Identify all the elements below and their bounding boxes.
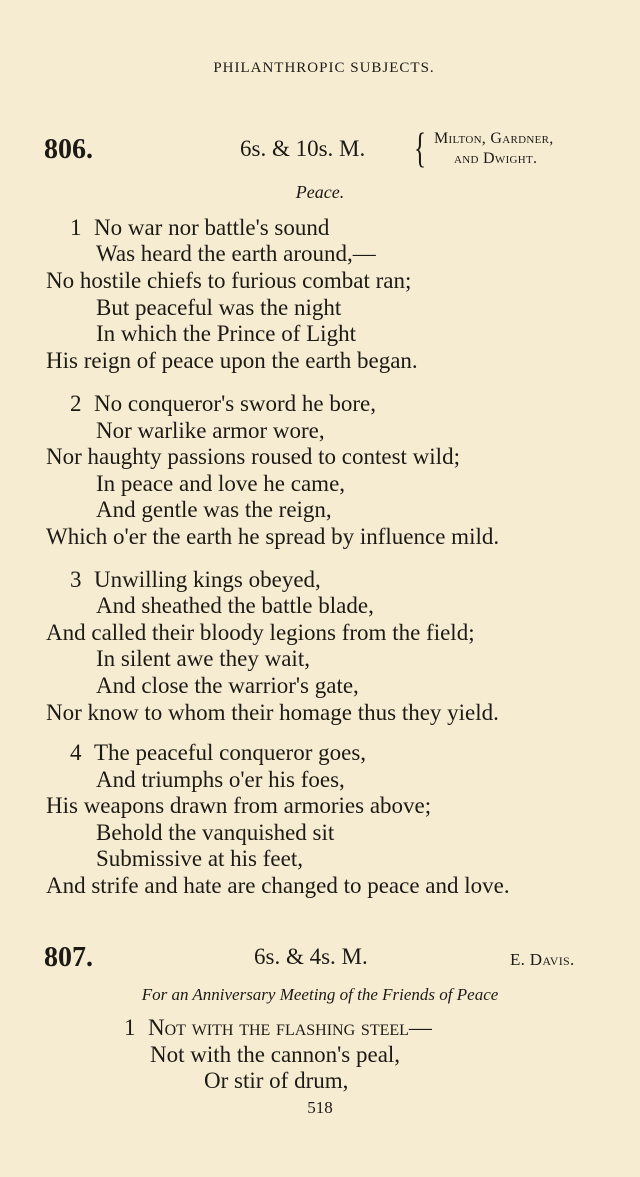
- stanza-number: 4: [70, 740, 82, 765]
- stanza-number: 2: [70, 391, 82, 416]
- verse-line: And close the warrior's gate,: [96, 673, 359, 698]
- hymn-meter: 6s. & 10s. M.: [240, 136, 366, 161]
- stanza-number: 1: [70, 215, 82, 240]
- verse-line: And sheathed the battle blade,: [96, 593, 374, 618]
- stanza-number: 3: [70, 567, 82, 592]
- verse-line: Not with the cannon's peal,: [150, 1042, 401, 1067]
- hymn-title: Peace.: [295, 182, 345, 202]
- verse-line: And triumphs o'er his foes,: [96, 767, 345, 792]
- verse-line: His reign of peace upon the earth began.: [46, 348, 418, 373]
- verse-line: Was heard the earth around,—: [96, 241, 376, 266]
- author-line: E. Davis.: [510, 950, 575, 969]
- hymn-number: 807.: [44, 942, 93, 973]
- hymn-806-header: [0, 128, 640, 174]
- verse-line: Or stir of drum,: [204, 1068, 349, 1093]
- hymn-807-header: [0, 938, 640, 984]
- hymn-meter: 6s. & 4s. M.: [254, 944, 368, 969]
- verse-line: And called their bloody legions from the field;: [46, 620, 475, 645]
- verse-line: In which the Prince of Light: [96, 321, 356, 346]
- verse-line: In peace and love he came,: [96, 471, 346, 496]
- brace-icon: {: [414, 126, 427, 172]
- verse-line: Nor warlike armor wore,: [96, 418, 325, 443]
- verse-line: 4 The peaceful conqueror goes,: [70, 740, 367, 765]
- verse-line: 2 No conqueror's sword he bore,: [70, 391, 376, 416]
- verse-line: His weapons drawn from armories above;: [46, 793, 432, 818]
- verse-line: 1 No war nor battle's sound: [70, 215, 330, 240]
- running-head: PHILANTHROPIC SUBJECTS.: [213, 60, 435, 76]
- verse-line: Nor know to whom their homage thus they yield.: [46, 700, 499, 725]
- verse-line: Behold the vanquished sit: [96, 820, 335, 845]
- verse-line: Which o'er the earth he spread by influence mild.: [46, 524, 500, 549]
- page-number: 518: [307, 1098, 333, 1117]
- verse-line: In silent awe they wait,: [96, 646, 310, 671]
- verse-line: And gentle was the reign,: [96, 497, 332, 522]
- hymn-title: For an Anniversary Meeting of the Friends of Peace: [141, 985, 499, 1004]
- verse-line: Submissive at his feet,: [96, 846, 303, 871]
- verse-line: And strife and hate are changed to peace and love.: [46, 873, 510, 898]
- verse-line: 1 Not with the flashing steel—: [124, 1015, 432, 1040]
- verse-line: 3 Unwilling kings obeyed,: [70, 567, 321, 592]
- verse-line: Nor haughty passions roused to contest wild;: [46, 444, 460, 469]
- author-line: Milton, Gardner,: [434, 130, 554, 147]
- verse-line: No hostile chiefs to furious combat ran;: [46, 268, 412, 293]
- verse-line: But peaceful was the night: [96, 295, 342, 320]
- stanza-number: 1: [124, 1015, 136, 1040]
- author-line: and Dwight.: [454, 150, 538, 167]
- hymn-number: 806.: [44, 134, 93, 165]
